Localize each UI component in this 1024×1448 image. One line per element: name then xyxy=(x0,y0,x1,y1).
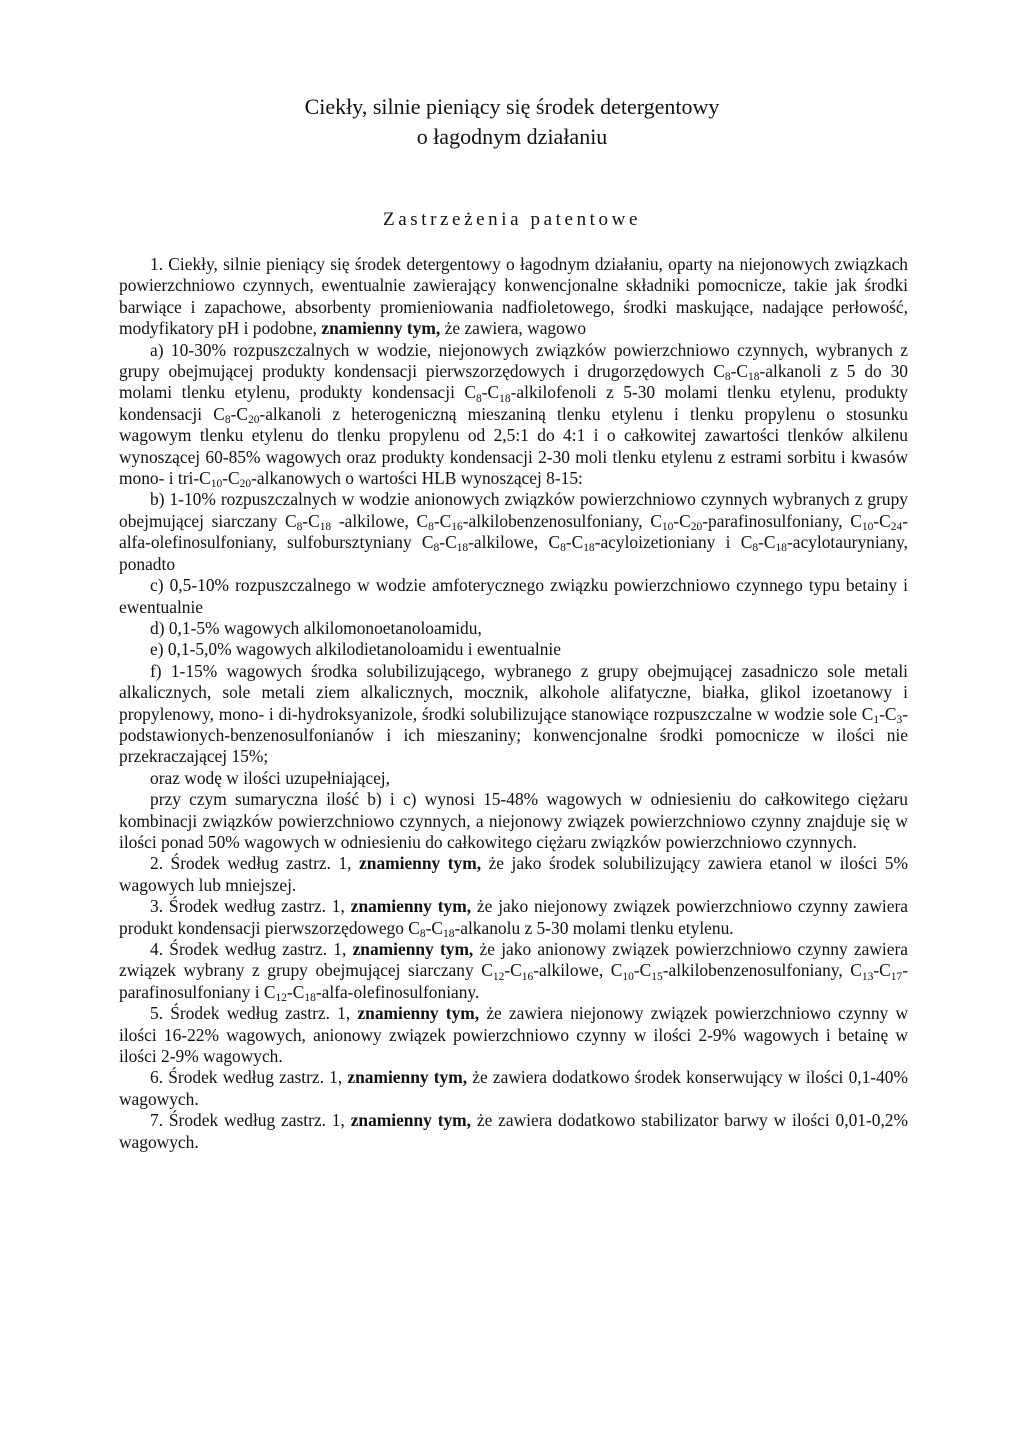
title-line-2: o łagodnym działaniu xyxy=(416,124,608,149)
claim-marker: znamienny tym, xyxy=(347,1067,468,1088)
claim-4: 4. Środek według zastrz. 1, znamienny tym, że jako anionowy związek powierzchniowo czynny zawiera związek wybrany z grupy obejmującej siarczany $C_{12}-C_{16}$-alkilowe, $C_{10}-C_{15}$-alkilobenzenosulfoniany, $C_{13}-C_{17}$-parafinosulfoniany i $C_{12}-C_{18}-alfa$-olefinosulfoniany. xyxy=(119,939,909,1005)
section-heading: Zastrzeżenia patentowe xyxy=(382,209,641,230)
claim-1-intro: 1. Ciekły, silnie pieniący się środek detergentowy o łagodnym działaniu, oparty na niejonowych związkach powierzchniowo czynnych, ewentualnie zawierający konwencjonalne składniki pomocnicze, takie jak środki barwiące i zapachowe, absorbenty promieniowania nadfioletowego, środki maskujące, nadające perłowość, modyfikatory pH i podobne, znamienny tym, że zawiera, wagowo xyxy=(119,254,908,339)
claim-1-item-b: b) 1-10% rozpuszczalnych w wodzie anionowych związków powierzchniowo czynnych wybranych z grupy obejmującej siarczany $C_8-C_{18}$ -alkilowe, $C_8-C_{16}$-alkilobenzenosulfoniany, $C_{10}-C_{20}$-parafinosulfoniany, $C_{10}-C_{24}-alfa$-olefinosulfoniany, sulfobursztyniany $C_8-C_{18}$-alkilowe, $C_8-C_{18}$-acyloizetioniany i $C_8-C_{18}$-acylotauryniany, ponadto xyxy=(119,489,909,574)
claim-5: 5. Środek według zastrz. 1, znamienny tym, że zawiera niejonowy związek powierzchniowo czynny w ilości 16-22% wagowych, anionowy związek powierzchniowo czynny w ilości 2-9% wagowych i betainę w ilości 2-9% wagowych. xyxy=(119,1003,909,1067)
document-title xyxy=(120,92,904,152)
claim-1-sum: przy czym sumaryczna ilość b) i c) wynosi 15-48% wagowych w odniesieniu do całkowitego ciężaru kombinacji związków powierzchniowo czynnych, a niejonowy związek powierzchniowo czynny znajduje się w ilości ponad 50% wagowych w odniesieniu do całkowitego ciężaru związków powierzchniowo czynnych. xyxy=(119,789,908,852)
claim-marker: znamienny tym, xyxy=(350,896,472,917)
claim-1-item-e: e) 0,1-5,0% wagowych alkilodietanoloamidu i ewentualnie xyxy=(150,639,561,660)
claim-marker: znamienny tym, xyxy=(350,1110,472,1131)
claim-marker: znamienny tym, xyxy=(359,853,482,874)
claim-3: 3. Środek według zastrz. 1, znamienny tym, że jako niejonowy związek powierzchniowo czynny zawiera produkt kondensacji pierwszorzędowego $C_8-C_{18}$-alkanolu z 5-30 molami tlenku etylenu. xyxy=(119,896,908,940)
claim-marker: znamienny tym, xyxy=(357,1003,480,1024)
claims-list xyxy=(119,254,908,1153)
claim-1-item-c: c) 0,5-10% rozpuszczalnego w wodzie amfoterycznego związku powierzchniowo czynnego typu betainy i ewentualnie xyxy=(119,575,908,617)
claim-1-item-a: a) 10-30% rozpuszczalnych w wodzie, niejonowych związków powierzchniowo czynnych, wybranych z grupy obejmującej produkty kondensacji pierwszorzędowych i drugorzędowych $C_8-C_{18}$-alkanoli z 5 do 30 molami tlenku etylenu, produkty kondensacji $C_8-C_{18}$-alkilofenoli z 5-30 molami tlenku etylenu, produkty kondensacji $C_8-C_{20}$-alkanoli z heterogeniczną mieszaniną tlenku etylenu i tlenku propylenu o stosunku wagowym tlenku etylenu do tlenku propylenu od 2,5:1 do 4:1 i o całkowitej zawartości tlenków alkilenu wynoszącej 60-85% wagowych oraz produkty kondensacji 2-30 moli tlenku etylenu z estrami sorbitu i kwasów mono- i tri-$C_{10}-C_{20}$-alkanowych o wartości HLB wynoszącej 8-15: xyxy=(119,339,908,491)
claim-1-item-d: d) 0,1-5% wagowych alkilomonoetanoloamidu, xyxy=(150,617,482,638)
claim-marker: znamienny tym, xyxy=(352,939,474,959)
title-line-1: Ciekły, silnie pieniący się środek detergentowy xyxy=(304,94,720,119)
claim-marker: znamienny tym, xyxy=(321,318,441,339)
claim-6: 6. Środek według zastrz. 1, znamienny tym, że zawiera dodatkowo środek konserwujący w ilości 0,1-40% wagowych. xyxy=(119,1067,908,1109)
claim-1-item-f: f) 1-15% wagowych środka solubilizującego, wybranego z grupy obejmującej zasadniczo sole metali alkalicznych, sole metali ziem alkalicznych, mocznik, alkohole alifatyczne, białka, glikol izoetanowy i propylenowy, mono- i di-hydroksyanizole, środki solubilizujące stanowiące rozpuszczalne w wodzie sole $C_1-C_3-podstawionych$-benzenosulfonianów i ich mieszaniny; konwencjonalne środki pomocnicze w ilości nie przekraczającej 15%; xyxy=(119,660,908,767)
claim-1-water: oraz wodę w ilości uzupełniającej, xyxy=(150,767,390,788)
claim-7: 7. Środek według zastrz. 1, znamienny tym, że zawiera dodatkowo stabilizator barwy w ilości 0,01-0,2% wagowych. xyxy=(119,1110,908,1152)
claim-2: 2. Środek według zastrz. 1, znamienny tym, że jako środek solubilizujący zawiera etanol w ilości 5% wagowych lub mniejszej. xyxy=(119,853,908,895)
